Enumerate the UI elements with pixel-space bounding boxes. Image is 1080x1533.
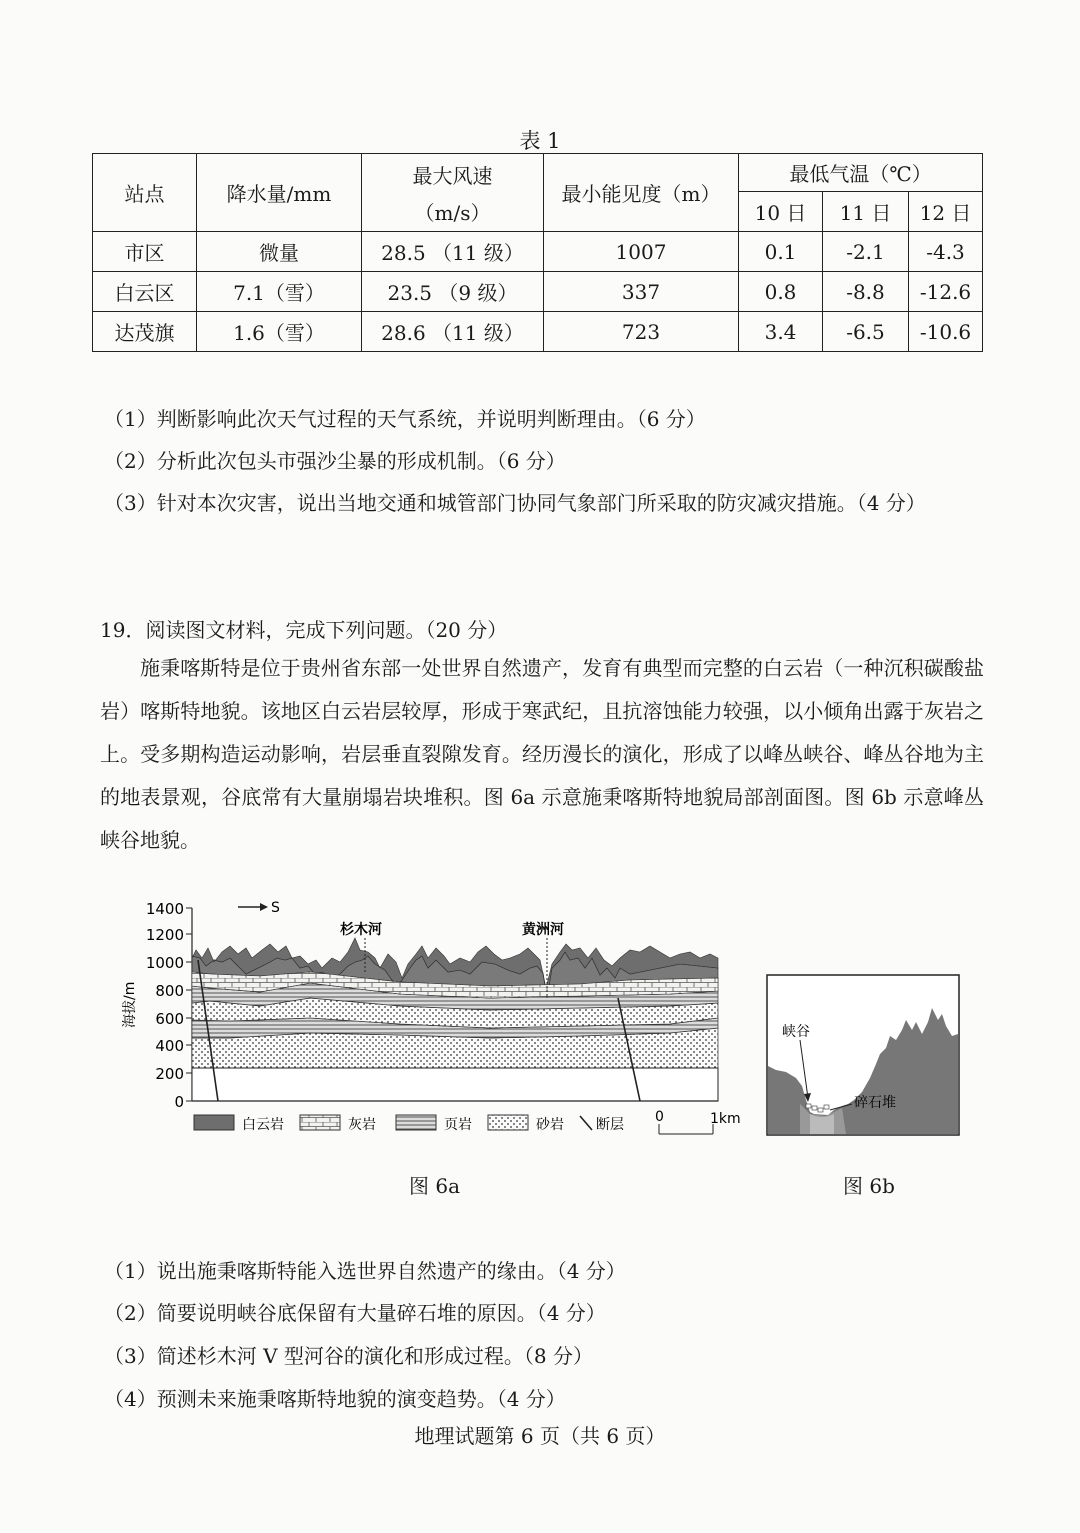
header-day-11: 11 日 <box>823 192 909 232</box>
south-arrow-icon <box>238 903 268 911</box>
y-axis-label: 海拔/m <box>122 981 138 1028</box>
fault-legend-icon <box>580 1116 592 1130</box>
q18-sub1: （1）判断影响此次天气过程的天气系统，并说明判断理由。（6 分） <box>104 407 706 431</box>
q18-sub2: （2）分析此次包头市强沙尘暴的形成机制。（6 分） <box>104 449 566 473</box>
legend-label: 砂岩 <box>536 1117 564 1133</box>
cell-visibility: 337 <box>544 272 739 312</box>
header-wind <box>362 154 544 232</box>
scale-zero: 0 <box>655 1109 664 1125</box>
cell-visibility: 723 <box>544 312 739 352</box>
y-tick-label: 600 <box>155 1010 184 1028</box>
q19-sub1: （1）说出施秉喀斯特能入选世界自然遗产的缘由。（4 分） <box>104 1259 626 1283</box>
cell-t12: -12.6 <box>909 272 983 312</box>
scale-bar <box>659 1124 713 1134</box>
cell-t11: -8.8 <box>823 272 909 312</box>
header-visibility: 最小能见度（m） <box>544 154 739 232</box>
fig6b-caption: 图 6b <box>843 1174 895 1198</box>
cell-station: 白云区 <box>93 272 197 312</box>
river-label-shanmu: 杉木河 <box>340 922 382 938</box>
legend-swatch-dolomite <box>194 1115 234 1130</box>
legend <box>194 1115 624 1133</box>
table-row <box>93 232 983 272</box>
cell-precip: 微量 <box>197 232 362 272</box>
y-tick-label: 1400 <box>145 900 184 918</box>
header-day-10: 10 日 <box>739 192 823 232</box>
y-tick-label: 200 <box>155 1065 184 1083</box>
cell-t11: -6.5 <box>823 312 909 352</box>
legend-label: 灰岩 <box>348 1117 376 1133</box>
q19-sub2: （2）简要说明峡谷底保留有大量碎石堆的原因。（4 分） <box>104 1301 606 1325</box>
cross-section <box>192 938 718 1101</box>
header-wind-line2: （m/s） <box>414 200 491 225</box>
figure-6a <box>110 888 750 1150</box>
legend-swatch-sandstone <box>488 1115 528 1130</box>
y-axis <box>186 908 192 1101</box>
cell-t12: -10.6 <box>909 312 983 352</box>
header-min-temp: 最低气温（℃） <box>739 154 983 192</box>
cell-t10: 0.1 <box>739 232 823 272</box>
scale-km: 1km <box>710 1111 741 1127</box>
legend-label: 白云岩 <box>242 1117 284 1133</box>
y-tick-label: 0 <box>174 1093 184 1111</box>
legend-swatch-limestone <box>300 1115 340 1130</box>
header-day-12: 12 日 <box>909 192 983 232</box>
page-footer: 地理试题第 6 页（共 6 页） <box>414 1424 666 1448</box>
table-caption: 表 1 <box>519 129 561 153</box>
table-row <box>93 272 983 312</box>
canyon-label: 峡谷 <box>782 1024 810 1040</box>
weather-table <box>92 153 983 352</box>
cell-t10: 3.4 <box>739 312 823 352</box>
cell-visibility: 1007 <box>544 232 739 272</box>
cell-wind: 28.5 （11 级） <box>362 232 544 272</box>
legend-label: 页岩 <box>444 1117 472 1133</box>
header-station: 站点 <box>93 154 197 232</box>
cell-station: 市区 <box>93 232 197 272</box>
cell-precip: 1.6（雪） <box>197 312 362 352</box>
cell-station: 达茂旗 <box>93 312 197 352</box>
y-tick-label: 1200 <box>145 926 184 944</box>
cell-t12: -4.3 <box>909 232 983 272</box>
y-tick-label: 1000 <box>145 954 184 972</box>
q19-paragraph <box>100 647 984 862</box>
figure-6b <box>766 974 960 1136</box>
q19-paragraph-text: 施秉喀斯特是位于贵州省东部一处世界自然遗产，发育有典型而完整的白云岩（一种沉积碳酸盐岩）喀斯特地貌。该地区白云岩层较厚，形成于寒武纪，且抗溶蚀能力较强，以小倾角出露于灰岩之上。受多期构造运动影响，岩层垂直裂隙发育。经历漫长的演化，形成了以峰丛峡谷、峰丛谷地为主的地表景观，谷底常有大量崩塌岩块堆积。图 6a 示意施秉喀斯特地貌局部剖面图。图 6b 示意峰丛峡谷地貌。 <box>100 656 984 852</box>
river-label-huangzhou: 黄洲河 <box>522 922 564 938</box>
cell-wind: 28.6 （11 级） <box>362 312 544 352</box>
cell-wind: 23.5 （9 级） <box>362 272 544 312</box>
header-precip: 降水量/mm <box>197 154 362 232</box>
cell-t10: 0.8 <box>739 272 823 312</box>
q19-sub4: （4）预测未来施秉喀斯特地貌的演变趋势。（4 分） <box>104 1387 566 1411</box>
cell-precip: 7.1（雪） <box>197 272 362 312</box>
direction-label: S <box>271 900 280 916</box>
q19-sub3: （3）简述杉木河 V 型河谷的演化和形成过程。（8 分） <box>104 1344 593 1368</box>
y-tick-label: 800 <box>155 982 184 1000</box>
table-row <box>93 312 983 352</box>
legend-swatch-shale <box>396 1115 436 1130</box>
fig6a-caption: 图 6a <box>409 1174 461 1198</box>
q18-sub3: （3）针对本次灾害，说出当地交通和城管部门协同气象部门所采取的防灾减灾措施。（4 分） <box>104 491 926 515</box>
q19-title: 19．阅读图文材料，完成下列问题。（20 分） <box>100 618 508 642</box>
legend-label: 断层 <box>596 1117 624 1133</box>
y-tick-label: 400 <box>155 1037 184 1055</box>
header-wind-line1: 最大风速 <box>412 163 493 188</box>
debris-label: 碎石堆 <box>854 1095 896 1111</box>
cell-t11: -2.1 <box>823 232 909 272</box>
